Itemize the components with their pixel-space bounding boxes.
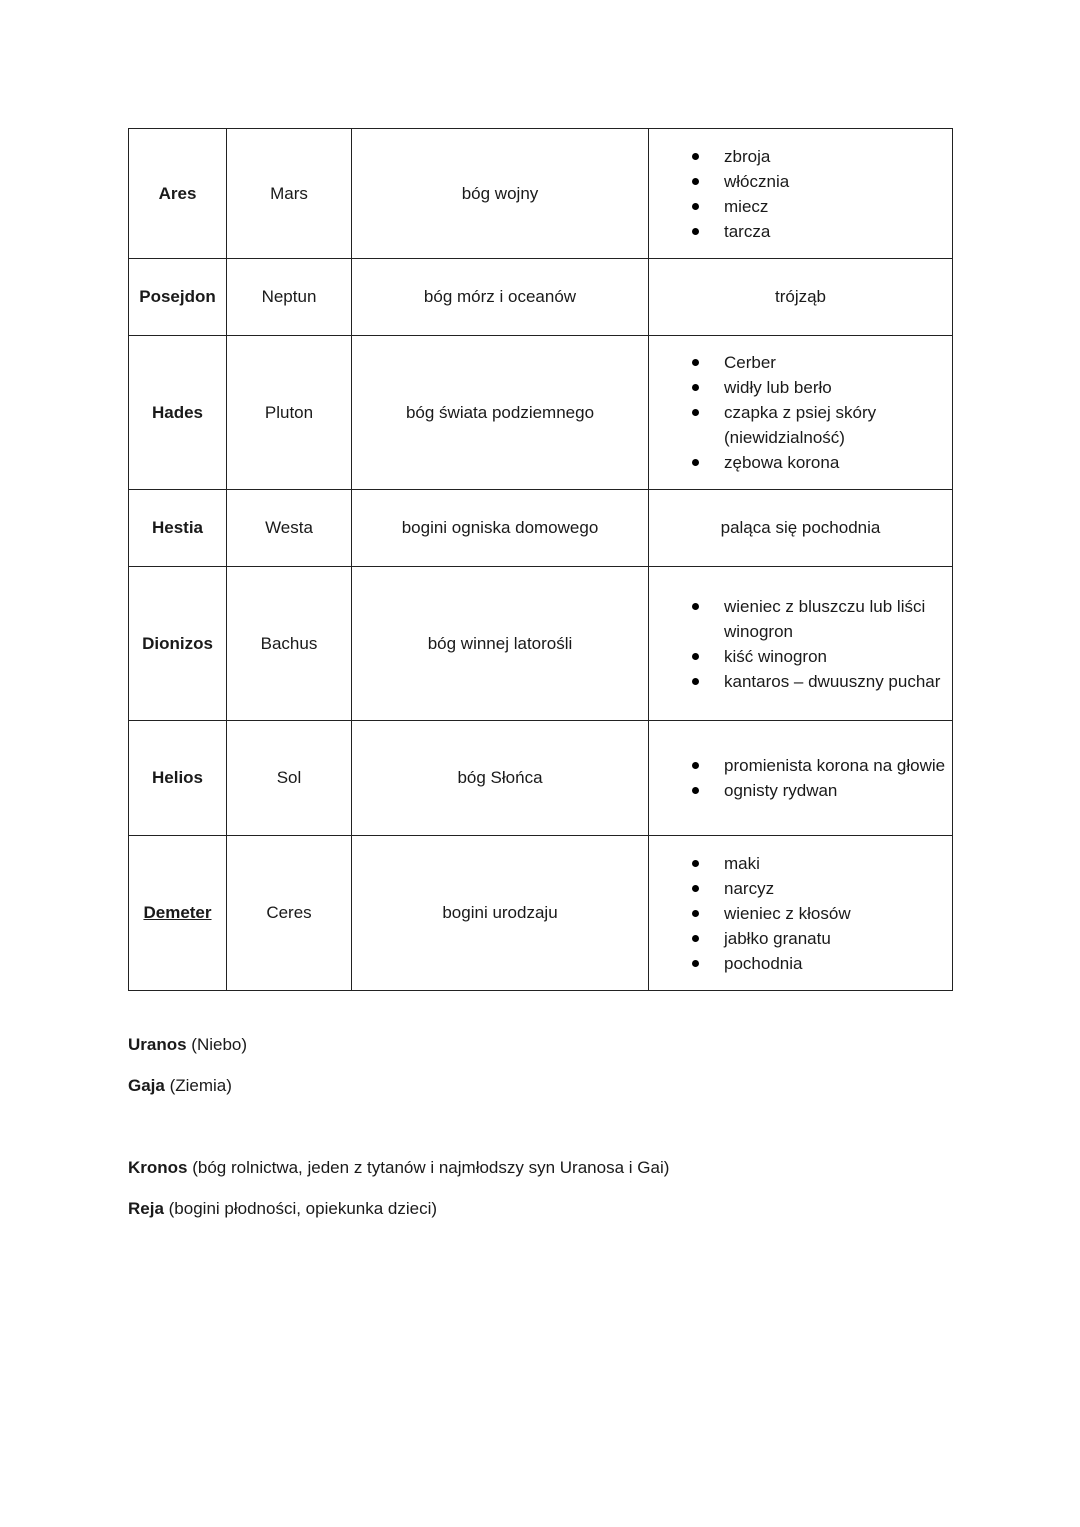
attribute-item: wieniec z bluszczu lub liści winogron bbox=[724, 594, 952, 644]
god-role: bóg świata podziemnego bbox=[352, 336, 649, 490]
note-line bbox=[128, 1157, 669, 1179]
attribute-item: ognisty rydwan bbox=[724, 778, 952, 803]
attribute-item: zbroja bbox=[724, 144, 952, 169]
note-desc: (bogini płodności, opiekunka dzieci) bbox=[163, 1199, 438, 1218]
attribute-item: wieniec z kłosów bbox=[724, 901, 952, 926]
roman-name: Sol bbox=[227, 721, 352, 836]
god-role: bóg winnej latorośli bbox=[352, 567, 649, 721]
attributes-cell bbox=[649, 567, 953, 721]
god-role: bogini urodzaju bbox=[352, 836, 649, 991]
attribute-item: miecz bbox=[724, 194, 952, 219]
attribute-item: włócznia bbox=[724, 169, 952, 194]
attributes-cell bbox=[649, 721, 953, 836]
greek-name: Demeter bbox=[143, 903, 212, 922]
table-row bbox=[129, 836, 953, 991]
attribute-item: pochodnia bbox=[724, 951, 952, 976]
god-role: bóg mórz i oceanów bbox=[352, 259, 649, 336]
attributes-list bbox=[649, 350, 952, 475]
greek-name-cell bbox=[129, 836, 227, 991]
note-desc: (bóg rolnictwa, jeden z tytanów i najmłodszy syn Uranosa i Gai) bbox=[187, 1158, 670, 1177]
attribute-single: paląca się pochodnia bbox=[649, 490, 953, 567]
note-name: Uranos bbox=[128, 1035, 187, 1054]
note-line bbox=[128, 1075, 232, 1097]
table-row bbox=[129, 567, 953, 721]
attribute-single: trójząb bbox=[649, 259, 953, 336]
attributes-cell bbox=[649, 129, 953, 259]
greek-name: Posejdon bbox=[129, 259, 227, 336]
attribute-item: Cerber bbox=[724, 350, 952, 375]
attributes-cell bbox=[649, 336, 953, 490]
roman-name: Mars bbox=[227, 129, 352, 259]
note-desc: (Ziemia) bbox=[164, 1076, 232, 1095]
god-role: bóg Słońca bbox=[352, 721, 649, 836]
attribute-item: maki bbox=[724, 851, 952, 876]
roman-name: Neptun bbox=[227, 259, 352, 336]
attributes-list bbox=[649, 753, 952, 803]
gods-table bbox=[128, 128, 953, 991]
attributes-list bbox=[649, 594, 952, 694]
table-row bbox=[129, 336, 953, 490]
note-line bbox=[128, 1034, 247, 1056]
roman-name: Ceres bbox=[227, 836, 352, 991]
note-name: Gaja bbox=[128, 1076, 165, 1095]
note-name: Reja bbox=[128, 1199, 164, 1218]
attribute-item: widły lub berło bbox=[724, 375, 952, 400]
attribute-item: kiść winogron bbox=[724, 644, 952, 669]
greek-name: Ares bbox=[129, 129, 227, 259]
attribute-item: tarcza bbox=[724, 219, 952, 244]
greek-name: Hestia bbox=[129, 490, 227, 567]
attributes-list bbox=[649, 144, 952, 244]
attribute-item: jabłko granatu bbox=[724, 926, 952, 951]
roman-name: Pluton bbox=[227, 336, 352, 490]
note-desc: (Niebo) bbox=[186, 1035, 248, 1054]
greek-name: Hades bbox=[129, 336, 227, 490]
attribute-item: zębowa korona bbox=[724, 450, 952, 475]
god-role: bóg wojny bbox=[352, 129, 649, 259]
note-line bbox=[128, 1198, 437, 1220]
greek-name: Dionizos bbox=[129, 567, 227, 721]
greek-name: Helios bbox=[129, 721, 227, 836]
god-role: bogini ogniska domowego bbox=[352, 490, 649, 567]
roman-name: Westa bbox=[227, 490, 352, 567]
roman-name: Bachus bbox=[227, 567, 352, 721]
table-row bbox=[129, 259, 953, 336]
attributes-list bbox=[649, 851, 952, 976]
attribute-item: promienista korona na głowie bbox=[724, 753, 952, 778]
attribute-item: czapka z psiej skóry (niewidzialność) bbox=[724, 400, 952, 450]
attributes-cell bbox=[649, 836, 953, 991]
attribute-item: kantaros – dwuuszny puchar bbox=[724, 669, 952, 694]
table-row bbox=[129, 129, 953, 259]
note-name: Kronos bbox=[128, 1158, 188, 1177]
attribute-item: narcyz bbox=[724, 876, 952, 901]
table-row bbox=[129, 490, 953, 567]
table-row bbox=[129, 721, 953, 836]
